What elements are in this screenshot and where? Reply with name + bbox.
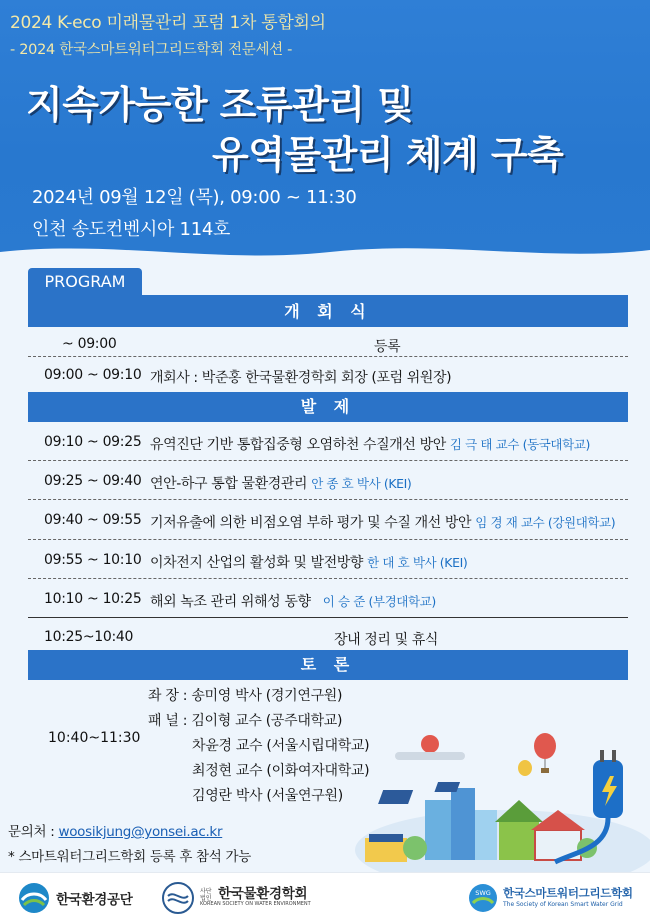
- contact-label: 문의처 :: [8, 824, 55, 840]
- row-content: [150, 512, 615, 532]
- chair-line: 좌 장 : 송미영 박사 (경기연구원): [148, 688, 343, 704]
- row-topic: 연안-하구 통합 물환경관리: [150, 476, 308, 492]
- event-date: 2024년 09월 12일 (목), 09:00 ~ 11:30: [32, 187, 357, 208]
- logo-swg-en: The Society of Korean Smart Water Grid: [503, 900, 623, 908]
- row-speaker: 안 종 호 박사 (KEI): [311, 476, 412, 491]
- row-time: ~ 09:00: [62, 336, 117, 352]
- row-speaker: 임 경 재 교수 (강원대학교): [475, 515, 616, 530]
- row-time: 10:25~10:40: [44, 629, 134, 645]
- row-time: 10:10 ~ 10:25: [44, 591, 142, 607]
- main-title-line2: 유역물관리 체계 구축: [212, 133, 564, 177]
- panelist: 김이형 교수 (공주대학교): [191, 713, 343, 729]
- program-row: [28, 425, 628, 459]
- row-content: [150, 434, 590, 454]
- row-time: 09:40 ~ 09:55: [44, 512, 142, 528]
- header-banner: [0, 0, 650, 262]
- row-speaker: 한 대 호 박사 (KEI): [367, 555, 468, 570]
- logo-swg-text: 한국스마트워터그리드학회: [503, 886, 633, 900]
- row-divider: [28, 578, 628, 579]
- keco-logo-icon: [18, 882, 50, 914]
- logo-kswe-en: KOREAN SOCIETY ON WATER ENVIRONMENT: [200, 901, 311, 908]
- row-speaker: 김 극 태 교수 (동국대학교): [449, 437, 590, 452]
- program-row: [28, 543, 628, 577]
- row-topic: 기저유출에 의한 비점오염 부하 평가 및 수질 개선 방안: [150, 515, 472, 531]
- row-content: 장내 정리 및 휴식: [334, 632, 439, 648]
- row-time: 09:00 ~ 09:10: [44, 367, 142, 383]
- row-content: [150, 552, 467, 572]
- row-time: 09:55 ~ 10:10: [44, 552, 142, 568]
- panelist: 김영란 박사 (서울연구원): [192, 788, 343, 804]
- logo-swg: [468, 873, 633, 921]
- row-content: [150, 473, 411, 493]
- discussion-time: 10:40~11:30: [48, 730, 141, 746]
- swg-logo-icon: [468, 883, 498, 913]
- logo-swg-textblock: [503, 887, 633, 908]
- panelist: 최정현 교수 (이화여자대학교): [192, 763, 370, 779]
- swg-badge-text: SWG: [475, 888, 491, 897]
- row-time: 09:25 ~ 09:40: [44, 473, 142, 489]
- row-time: 09:10 ~ 09:25: [44, 434, 142, 450]
- session-line: - 2024 한국스마트워터그리드학회 전문세션 -: [10, 42, 293, 58]
- event-venue: 인천 송도컨벤시아 114호: [32, 219, 231, 240]
- row-divider: [28, 356, 628, 357]
- row-topic: 유역진단 기반 통합집중형 오염하천 수질개선 방안: [150, 437, 446, 453]
- contact-line: [8, 820, 222, 840]
- program-row: [28, 358, 628, 392]
- row-divider: [28, 460, 628, 461]
- contact-email-link[interactable]: woosikjung@yonsei.ac.kr: [58, 824, 223, 840]
- row-divider: [28, 499, 628, 500]
- registration-note: * 스마트워터그리드학회 등록 후 참석 가능: [8, 849, 252, 865]
- program-row: [28, 503, 628, 537]
- program-row: [28, 464, 628, 498]
- row-content: 등록: [374, 339, 401, 355]
- row-topic: 해외 녹조 관리 위해성 동향: [150, 594, 311, 610]
- kswe-logo-icon: [162, 882, 194, 914]
- logo-keco: [18, 873, 132, 921]
- header-wave-decoration: [0, 238, 650, 262]
- panelist-line: [148, 709, 369, 734]
- row-topic: 이차전지 산업의 활성화 및 발전방향: [150, 555, 364, 571]
- smart-water-city-illustration: [355, 730, 650, 872]
- row-speaker: 이 승 준 (부경대학교): [322, 594, 436, 609]
- logo-kswe-text: 한국물환경학회: [218, 885, 308, 902]
- row-divider: [28, 539, 628, 540]
- program-row: [28, 582, 628, 616]
- section-opening: 개 회 식: [28, 297, 628, 327]
- main-title-line1: 지속가능한 조류관리 및: [26, 83, 414, 127]
- row-divider: [28, 617, 628, 618]
- discussion-panel: [148, 684, 369, 809]
- row-content: [150, 591, 436, 611]
- sponsor-footer: [0, 872, 650, 921]
- logo-kswe: [162, 873, 311, 921]
- logo-keco-text: 한국환경공단: [56, 891, 133, 908]
- row-content: 개회사 : 박준홍 한국물환경학회 회장 (포럼 위원장): [150, 370, 452, 386]
- logo-kswe-textblock: [200, 887, 311, 908]
- panel-label: 패 널 :: [148, 713, 188, 729]
- logo-kswe-small: 사단법인: [200, 887, 212, 902]
- section-presentations: 발 제: [28, 392, 628, 422]
- program-row-break: [28, 620, 628, 654]
- panelist: 차윤경 교수 (서울시립대학교): [192, 738, 370, 754]
- section-discussion: 토 론: [28, 650, 628, 680]
- event-line: 2024 K-eco 미래물관리 포럼 1차 통합회의: [10, 13, 326, 33]
- program-tab: PROGRAM: [28, 268, 142, 296]
